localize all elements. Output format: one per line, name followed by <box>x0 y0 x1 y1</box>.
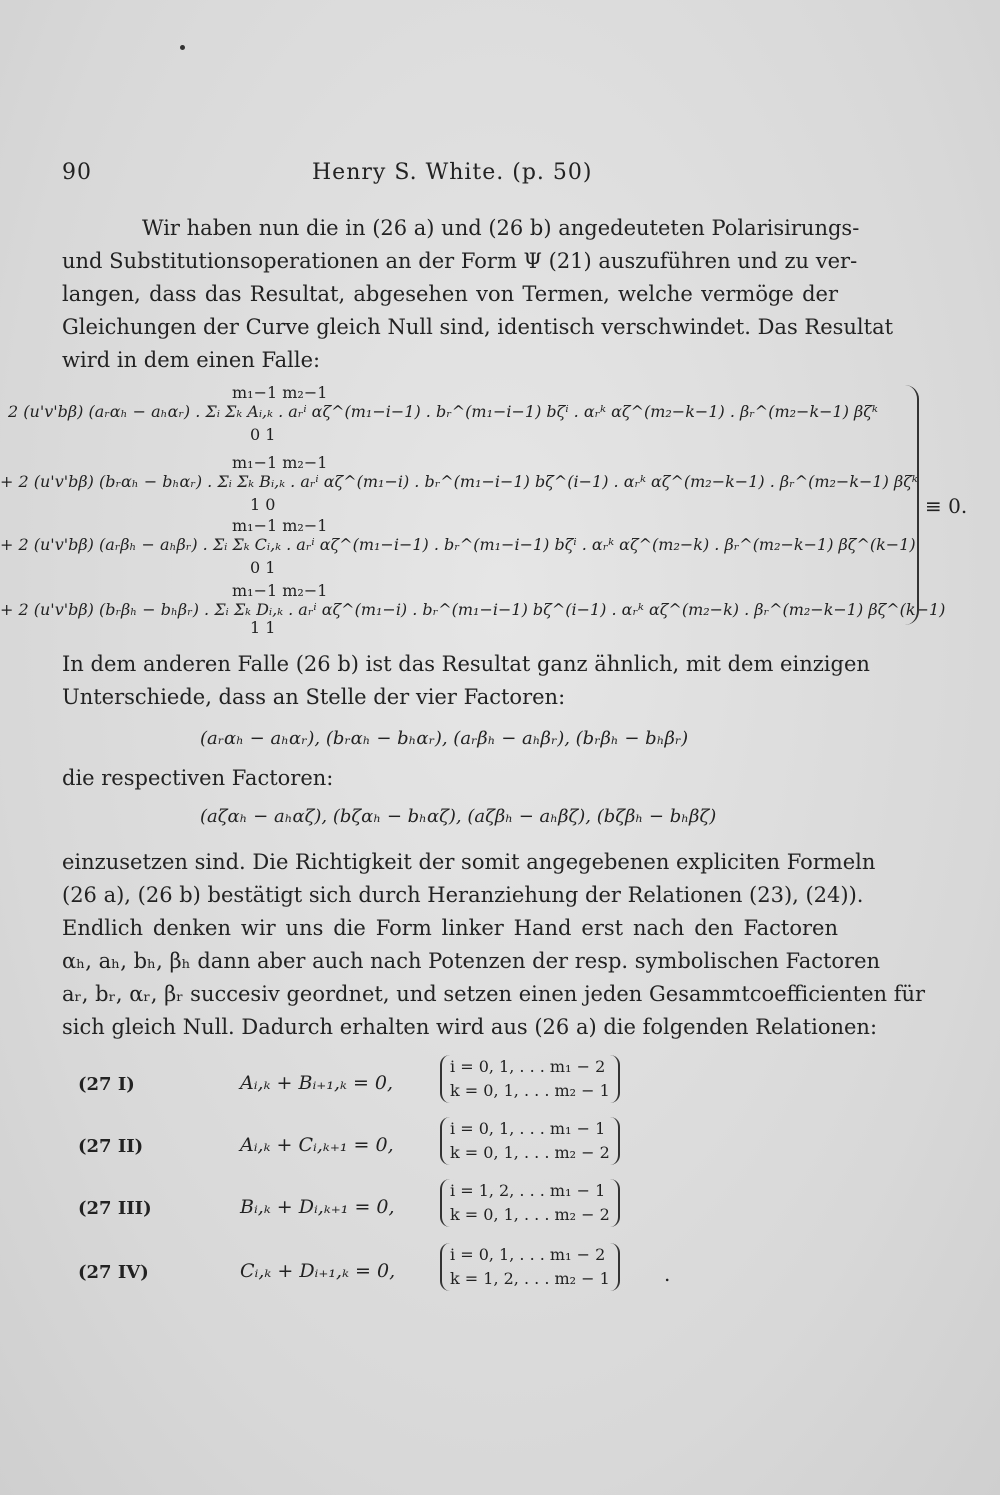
equals-zero: ≡ 0. <box>925 494 968 518</box>
text-line: Wir haben nun die in (26 a) und (26 b) angedeuteten Polarisirungs- <box>142 216 860 240</box>
text-line: (26 a), (26 b) bestätigt sich durch Heranziehung der Relationen (23), (24)). <box>62 883 864 907</box>
text-line: aᵣ, bᵣ, αᵣ, βᵣ succesiv geordnet, und setzen einen jeden Gesammtcoefficienten für <box>62 982 926 1006</box>
relation-label: (27 II) <box>78 1136 144 1157</box>
running-title: Henry S. White. (p. 50) <box>312 160 593 185</box>
relation-conditions <box>440 1179 620 1227</box>
right-brace <box>905 385 919 625</box>
text-line: sich gleich Null. Dadurch erhalten wird aus (26 a) die folgenden Relationen: <box>62 1015 878 1039</box>
intro-paragraph <box>62 212 894 377</box>
factors-replacement: (aζαₕ − aₕαζ), (bζαₕ − bₕαζ), (aζβₕ − aₕβζ), (bζβₕ − bₕβζ) <box>200 806 717 827</box>
formula-row: + 2 (u'v'bβ) (bᵣβₕ − bₕβᵣ) . Σᵢ Σₖ Dᵢ,ₖ . aᵣⁱ αζ^(m₁−i) . bᵣ^(m₁−i−1) bζ^(i−1) . αᵣᵏ αζ^(m₂−k) . βᵣ^(m₂−k−1) βζ^(k−1) <box>0 600 946 619</box>
factors-original: (aᵣαₕ − aₕαᵣ), (bᵣαₕ − bₕαᵣ), (aᵣβₕ − aₕβᵣ), (bᵣβₕ − bₕβᵣ) <box>200 728 689 749</box>
condition-k: k = 0, 1, . . . m₂ − 2 <box>450 1143 610 1162</box>
relation-equation: Aᵢ,ₖ + Bᵢ₊₁,ₖ = 0, <box>240 1072 394 1094</box>
text-line: und Substitutionsoperationen an der Form Ψ (21) auszuführen und zu ver- <box>62 249 858 273</box>
sum-upper-limits: m₁−1 m₂−1 <box>232 516 328 535</box>
condition-i: i = 0, 1, . . . m₁ − 2 <box>450 1245 606 1264</box>
relations-end-period: . <box>664 1262 671 1286</box>
sum-lower-limits: 1 0 <box>250 495 276 514</box>
relation-equation: Bᵢ,ₖ + Dᵢ,ₖ₊₁ = 0, <box>240 1196 395 1218</box>
middle-paragraph <box>62 648 870 714</box>
condition-i: i = 0, 1, . . . m₁ − 2 <box>450 1057 606 1076</box>
sum-lower-limits: 0 1 <box>250 558 276 577</box>
text-line: einzusetzen sind. Die Richtigkeit der somit angegebenen expliciten Formeln <box>62 850 876 874</box>
condition-k: k = 0, 1, . . . m₂ − 2 <box>450 1205 610 1224</box>
text-line: Endlich denken wir uns die Form linker Hand erst nach den Factoren <box>62 916 838 940</box>
text-line: In dem anderen Falle (26 b) ist das Resultat ganz ähnlich, mit dem einzigen <box>62 652 870 676</box>
page-number: 90 <box>62 160 92 185</box>
text-line: Unterschiede, dass an Stelle der vier Factoren: <box>62 685 566 709</box>
middle-paragraph-2 <box>62 762 838 795</box>
text-line: Gleichungen der Curve gleich Null sind, identisch verschwindet. Das Resultat <box>62 315 894 339</box>
sum-lower-limits: 0 1 <box>250 425 276 444</box>
relation-conditions <box>440 1055 620 1103</box>
formula-row: + 2 (u'v'bβ) (aᵣβₕ − aₕβᵣ) . Σᵢ Σₖ Cᵢ,ₖ . aᵣⁱ αζ^(m₁−i−1) . bᵣ^(m₁−i−1) bζⁱ . αᵣᵏ αζ^(m₂−k) . βᵣ^(m₂−k−1) βζ^(k−1) <box>0 535 916 554</box>
text-line: langen, dass das Resultat, abgesehen von Termen, welche vermöge der <box>62 282 838 306</box>
relation-equation: Aᵢ,ₖ + Cᵢ,ₖ₊₁ = 0, <box>240 1134 394 1156</box>
sum-upper-limits: m₁−1 m₂−1 <box>232 581 328 600</box>
sum-upper-limits: m₁−1 m₂−1 <box>232 383 328 402</box>
condition-i: i = 0, 1, . . . m₁ − 1 <box>450 1119 606 1138</box>
text-line: wird in dem einen Falle: <box>62 348 321 372</box>
sum-lower-limits: 1 1 <box>250 618 276 637</box>
condition-k: k = 0, 1, . . . m₂ − 1 <box>450 1081 610 1100</box>
text-line: αₕ, aₕ, bₕ, βₕ dann aber auch nach Potenzen der resp. symbolischen Factoren <box>62 949 881 973</box>
relation-label: (27 IV) <box>78 1262 149 1283</box>
relation-label: (27 I) <box>78 1074 135 1095</box>
closing-paragraph <box>62 846 926 1044</box>
condition-i: i = 1, 2, . . . m₁ − 1 <box>450 1181 606 1200</box>
relation-conditions <box>440 1117 620 1165</box>
relation-label: (27 III) <box>78 1198 152 1219</box>
relation-conditions <box>440 1243 620 1291</box>
formula-row: 2 (u'v'bβ) (aᵣαₕ − aₕαᵣ) . Σᵢ Σₖ Aᵢ,ₖ . aᵣⁱ αζ^(m₁−i−1) . bᵣ^(m₁−i−1) bζⁱ . αᵣᵏ αζ^(m₂−k−1) . βᵣ^(m₂−k−1) βζᵏ <box>8 402 878 421</box>
relation-equation: Cᵢ,ₖ + Dᵢ₊₁,ₖ = 0, <box>240 1260 396 1282</box>
sum-upper-limits: m₁−1 m₂−1 <box>232 453 328 472</box>
condition-k: k = 1, 2, . . . m₂ − 1 <box>450 1269 610 1288</box>
print-speck <box>180 45 185 50</box>
formula-row: + 2 (u'v'bβ) (bᵣαₕ − bₕαᵣ) . Σᵢ Σₖ Bᵢ,ₖ . aᵣⁱ αζ^(m₁−i) . bᵣ^(m₁−i−1) bζ^(i−1) . αᵣᵏ αζ^(m₂−k−1) . βᵣ^(m₂−k−1) βζᵏ <box>0 472 918 491</box>
text-line: die respectiven Factoren: <box>62 766 334 790</box>
